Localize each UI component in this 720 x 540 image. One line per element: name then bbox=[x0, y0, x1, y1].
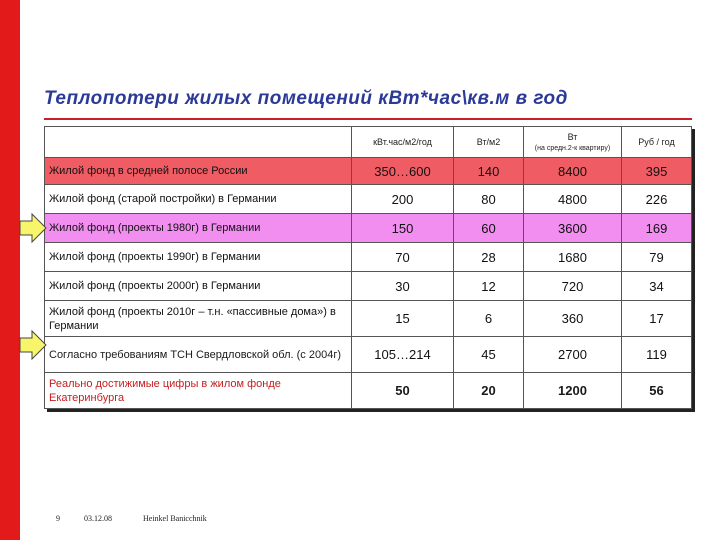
cell-rub: 79 bbox=[622, 243, 692, 272]
cell-kwh: 30 bbox=[352, 272, 454, 301]
cell-w: 360 bbox=[524, 301, 622, 337]
row-label: Согласно требованиям ТСН Свердловской обл. (с 2004г) bbox=[45, 337, 352, 373]
cell-rub: 119 bbox=[622, 337, 692, 373]
cell-w: 3600 bbox=[524, 214, 622, 243]
table-row bbox=[45, 243, 692, 272]
cell-wm2: 140 bbox=[454, 158, 524, 185]
cell-wm2: 28 bbox=[454, 243, 524, 272]
title-underline bbox=[44, 118, 692, 120]
cell-w: 4800 bbox=[524, 185, 622, 214]
cell-w: 720 bbox=[524, 272, 622, 301]
cell-w: 8400 bbox=[524, 158, 622, 185]
header-rub-per-year: Руб / год bbox=[622, 127, 692, 158]
cell-wm2: 45 bbox=[454, 337, 524, 373]
cell-rub: 226 bbox=[622, 185, 692, 214]
table-row bbox=[45, 272, 692, 301]
cell-w: 1680 bbox=[524, 243, 622, 272]
cell-kwh: 350…600 bbox=[352, 158, 454, 185]
row-label: Жилой фонд (проекты 2000г) в Германии bbox=[45, 272, 352, 301]
row-label: Жилой фонд (проекты 1990г) в Германии bbox=[45, 243, 352, 272]
cell-kwh: 105…214 bbox=[352, 337, 454, 373]
cell-wm2: 20 bbox=[454, 373, 524, 409]
footer-page-number: 9 bbox=[56, 514, 60, 523]
row-label: Жилой фонд (проекты 1980г) в Германии bbox=[45, 214, 352, 243]
cell-rub: 169 bbox=[622, 214, 692, 243]
heat-loss-table bbox=[44, 126, 692, 409]
cell-rub: 17 bbox=[622, 301, 692, 337]
table-row bbox=[45, 214, 692, 243]
cell-kwh: 150 bbox=[352, 214, 454, 243]
cell-wm2: 6 bbox=[454, 301, 524, 337]
cell-wm2: 12 bbox=[454, 272, 524, 301]
cell-kwh: 15 bbox=[352, 301, 454, 337]
row-label: Реально достижимые цифры в жилом фонде Екатеринбурга bbox=[45, 373, 352, 409]
table-row bbox=[45, 158, 692, 185]
cell-wm2: 80 bbox=[454, 185, 524, 214]
table-row bbox=[45, 373, 692, 409]
cell-wm2: 60 bbox=[454, 214, 524, 243]
cell-w: 2700 bbox=[524, 337, 622, 373]
cell-kwh: 70 bbox=[352, 243, 454, 272]
header-w-per-m2: Вт/м2 bbox=[454, 127, 524, 158]
arrow-right-icon bbox=[19, 330, 47, 360]
cell-kwh: 50 bbox=[352, 373, 454, 409]
row-label: Жилой фонд в средней полосе России bbox=[45, 158, 352, 185]
header-corner bbox=[45, 127, 352, 158]
header-w: Вт (на средн.2-к квартиру) bbox=[524, 127, 622, 158]
cell-kwh: 200 bbox=[352, 185, 454, 214]
cell-w: 1200 bbox=[524, 373, 622, 409]
footer-date: 03.12.08 bbox=[84, 514, 112, 523]
table-row bbox=[45, 185, 692, 214]
left-accent-bar bbox=[0, 0, 20, 540]
cell-rub: 56 bbox=[622, 373, 692, 409]
cell-rub: 34 bbox=[622, 272, 692, 301]
arrow-right-icon bbox=[19, 213, 47, 243]
footer-author: Heinkel Banicchnik bbox=[143, 514, 207, 523]
table-row bbox=[45, 337, 692, 373]
page-title: Теплопотери жилых помещений кВт*час\кв.м в год bbox=[44, 88, 568, 109]
table-header-row bbox=[45, 127, 692, 158]
cell-rub: 395 bbox=[622, 158, 692, 185]
row-label: Жилой фонд (старой постройки) в Германии bbox=[45, 185, 352, 214]
row-label: Жилой фонд (проекты 2010г – т.н. «пассивные дома») в Германии bbox=[45, 301, 352, 337]
header-kwh-per-m2-year: кВт.час/м2/год bbox=[352, 127, 454, 158]
table-row bbox=[45, 301, 692, 337]
